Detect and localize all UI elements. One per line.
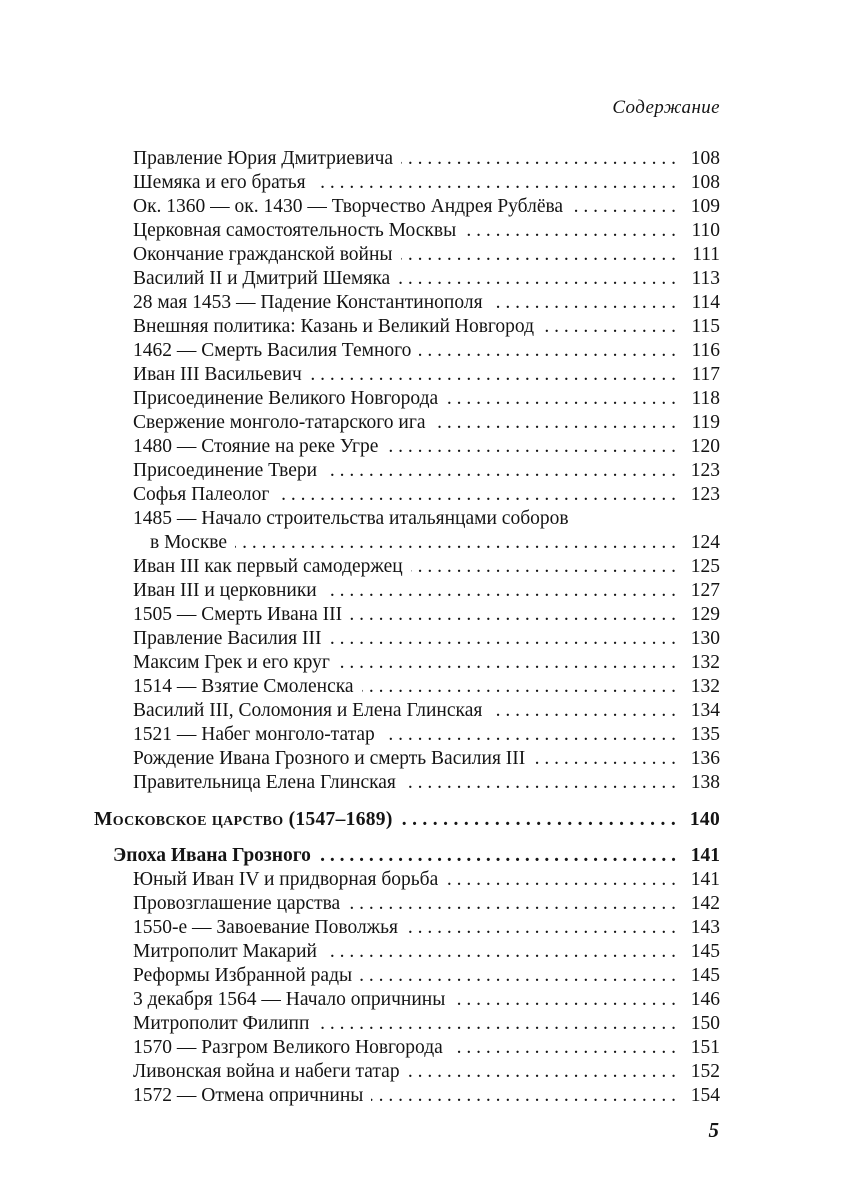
dot-leader [325, 459, 676, 483]
dot-leader [319, 844, 676, 868]
dot-leader [329, 627, 676, 651]
toc-entry-label: Василий III, Соломония и Елена Глинская [133, 700, 483, 721]
dot-leader [401, 147, 676, 171]
dot-leader [350, 603, 676, 627]
toc-entry-row [94, 483, 720, 507]
dot-leader [348, 892, 676, 916]
toc-entry-label: 1550-е — Завоевание Поволжья [133, 917, 399, 938]
toc-entry-label: Софья Палеолог [133, 484, 270, 505]
toc-entry-row [94, 892, 720, 916]
toc-entry-label: 1462 — Смерть Василия Темного [133, 340, 412, 361]
dot-leader [533, 747, 676, 771]
toc-entry-label: Иван III Васильевич [133, 364, 302, 385]
toc-entry-page: 151 [690, 1037, 720, 1058]
toc-entry-page: 108 [690, 148, 720, 169]
toc-entry-row [94, 771, 720, 795]
toc-entry-label: Правление Василия III [133, 628, 322, 649]
dot-leader [401, 808, 676, 832]
dot-leader [371, 1084, 676, 1108]
toc-entry-label: Правление Юрия Дмитриевича [133, 148, 394, 169]
toc-entry-row [94, 1036, 720, 1060]
dot-leader [491, 291, 676, 315]
toc-entry-row [94, 723, 720, 747]
toc-entry-label: Присоединение Твери [133, 460, 318, 481]
toc-entry-row [94, 291, 720, 315]
toc-entry-page: 138 [690, 772, 720, 793]
page-header-title: Содержание [612, 97, 720, 118]
toc-entry-page: 113 [691, 268, 720, 289]
toc-entry-label: Провозглашение царства [133, 893, 341, 914]
toc-entry-row [94, 147, 720, 171]
toc-entry-page: 109 [690, 196, 720, 217]
toc-entry-row [94, 964, 720, 988]
toc-entry-page: 132 [690, 676, 720, 697]
toc-entry-label: Иван III и церковники [133, 580, 317, 601]
toc-entry-label: Митрополит Филипп [133, 1013, 310, 1034]
toc-entry-label: Василий II и Дмитрий Шемяка [133, 268, 391, 289]
toc-entry-row [94, 603, 720, 627]
toc-entry-row [94, 555, 720, 579]
toc-entry-label: Присоединение Великого Новгорода [133, 388, 439, 409]
toc-entry-row [94, 219, 720, 243]
toc-entry-page: 115 [691, 316, 720, 337]
toc-entry-page: 142 [690, 893, 720, 914]
page-number: 5 [708, 1118, 719, 1142]
toc-entry-label: 3 декабря 1564 — Начало опричнины [133, 989, 446, 1010]
dot-leader [446, 387, 676, 411]
toc-entry-page: 134 [690, 700, 720, 721]
toc-entry-page: 145 [690, 941, 720, 962]
toc-entry-row [94, 699, 720, 723]
dot-leader [408, 1060, 676, 1084]
toc-section-row [94, 808, 720, 832]
dot-leader [310, 363, 676, 387]
toc-entry-page: 119 [691, 412, 720, 433]
toc-entry-row [94, 651, 720, 675]
dot-leader [411, 555, 676, 579]
toc-entry-label: 1570 — Разгром Великого Новгорода [133, 1037, 443, 1058]
toc-entry-row [94, 531, 720, 555]
dot-leader [325, 940, 676, 964]
toc-entry-row [94, 267, 720, 291]
dot-leader [446, 868, 676, 892]
toc-entry-row [94, 1012, 720, 1036]
toc-entry-row [94, 988, 720, 1012]
toc-entry-page: 127 [690, 580, 720, 601]
toc-entry-row [94, 868, 720, 892]
toc-entry-label: Правительница Елена Глинская [133, 772, 396, 793]
toc-entry-label: Ливонская война и набеги татар [133, 1061, 400, 1082]
dot-leader [490, 699, 676, 723]
dot-leader [433, 411, 676, 435]
toc-entry-label: Шемяка и его братья [133, 172, 306, 193]
toc-subsection-row [94, 844, 720, 868]
toc-entry-label: Реформы Избранной рады [133, 965, 353, 986]
toc-entry-page: 114 [691, 292, 720, 313]
toc-entry-page: 123 [690, 460, 720, 481]
page-content [94, 96, 720, 1108]
toc-entry-row [94, 1060, 720, 1084]
toc-entry-label: Максим Грек и его круг [133, 652, 330, 673]
toc-entry-page: 146 [690, 989, 720, 1010]
toc-entry-row [94, 627, 720, 651]
dot-leader [453, 988, 676, 1012]
toc-entry-label: 1485 — Начало строительства итальянцами соборов [133, 508, 569, 529]
toc-entry-label: Эпоха Ивана Грозного [113, 845, 311, 866]
dot-leader [542, 315, 676, 339]
toc-entry-label: Ок. 1360 — ок. 1430 — Творчество Андрея Рублёва [133, 196, 564, 217]
dot-leader [314, 171, 676, 195]
toc-entry-page: 124 [690, 532, 720, 553]
dot-leader [404, 771, 676, 795]
toc-entry-page: 125 [690, 556, 720, 577]
toc-entry-label: Московское царство (1547–1689) [94, 809, 393, 830]
toc-entry-label: Юный Иван IV и придворная борьба [133, 869, 439, 890]
toc-entry-page: 154 [690, 1085, 720, 1106]
toc-entry-page: 111 [692, 244, 720, 265]
toc-entry-page: 141 [690, 869, 720, 890]
toc-entry-page: 110 [691, 220, 720, 241]
toc-entry-page: 132 [690, 652, 720, 673]
toc-entry-label: 1521 — Набег монголо-татар [133, 724, 375, 745]
toc-entry-label: Окончание гражданской войны [133, 244, 393, 265]
dot-leader [277, 483, 676, 507]
dot-leader [360, 964, 676, 988]
toc-entry-label: Внешняя политика: Казань и Великий Новгород [133, 316, 535, 337]
toc-entry-row [94, 195, 720, 219]
dot-leader [362, 675, 676, 699]
dot-leader [235, 531, 676, 555]
toc-entry-page: 140 [689, 809, 720, 830]
dot-leader [464, 219, 676, 243]
toc-entry-page: 135 [690, 724, 720, 745]
toc-entry-label: Свержение монголо-татарского ига [133, 412, 426, 433]
toc-entry-page: 129 [690, 604, 720, 625]
toc-entry-row [94, 675, 720, 699]
toc-entry-page: 143 [690, 917, 720, 938]
toc-entry-label: 1514 — Взятие Смоленска [133, 676, 354, 697]
toc-entry-row [94, 411, 720, 435]
dot-leader [419, 339, 676, 363]
toc-entry-page: 152 [690, 1061, 720, 1082]
toc-list [94, 147, 720, 1108]
toc-entry-row [94, 435, 720, 459]
toc-entry-label: 1480 — Стояние на реке Угре [133, 436, 379, 457]
dot-leader [383, 723, 676, 747]
toc-entry-row [94, 747, 720, 771]
toc-entry-label: 1572 — Отмена опричнины [133, 1085, 364, 1106]
toc-entry-page: 116 [691, 340, 720, 361]
toc-entry-label: 1505 — Смерть Ивана III [133, 604, 343, 625]
toc-entry-row [94, 363, 720, 387]
toc-entry-label: Иван III как первый самодержец [133, 556, 403, 577]
toc-entry-page: 150 [690, 1013, 720, 1034]
toc-entry-row [94, 243, 720, 267]
toc-entry-row [94, 171, 720, 195]
toc-entry-row [94, 459, 720, 483]
toc-entry-row [94, 916, 720, 940]
toc-entry-page: 136 [690, 748, 720, 769]
dot-leader [571, 195, 676, 219]
dot-leader [325, 579, 676, 603]
dot-leader [386, 435, 676, 459]
toc-entry-page: 123 [690, 484, 720, 505]
toc-entry-label: Рождение Ивана Грозного и смерть Василия III [133, 748, 526, 769]
toc-entry-page: 141 [690, 845, 720, 866]
dot-leader [317, 1012, 676, 1036]
toc-entry-page: 108 [690, 172, 720, 193]
toc-entry-row [94, 579, 720, 603]
toc-entry-label: 28 мая 1453 — Падение Константинополя [133, 292, 483, 313]
toc-entry-row [94, 940, 720, 964]
toc-entry-label: Церковная самостоятельность Москвы [133, 220, 457, 241]
toc-entry-row [94, 387, 720, 411]
toc-entry-label: Митрополит Макарий [133, 941, 317, 962]
dot-leader [398, 267, 676, 291]
dot-leader [401, 243, 677, 267]
dot-leader [406, 916, 676, 940]
toc-entry-row [94, 315, 720, 339]
toc-entry-label: в Москве [150, 532, 228, 553]
toc-entry-page: 130 [690, 628, 720, 649]
dot-leader [338, 651, 676, 675]
toc-entry-page: 118 [691, 388, 720, 409]
toc-entry-row [94, 507, 720, 531]
toc-entry-page: 145 [690, 965, 720, 986]
toc-entry-row [94, 1084, 720, 1108]
toc-entry-row [94, 339, 720, 363]
toc-entry-page: 117 [691, 364, 720, 385]
toc-entry-page: 120 [690, 436, 720, 457]
dot-leader [451, 1036, 676, 1060]
